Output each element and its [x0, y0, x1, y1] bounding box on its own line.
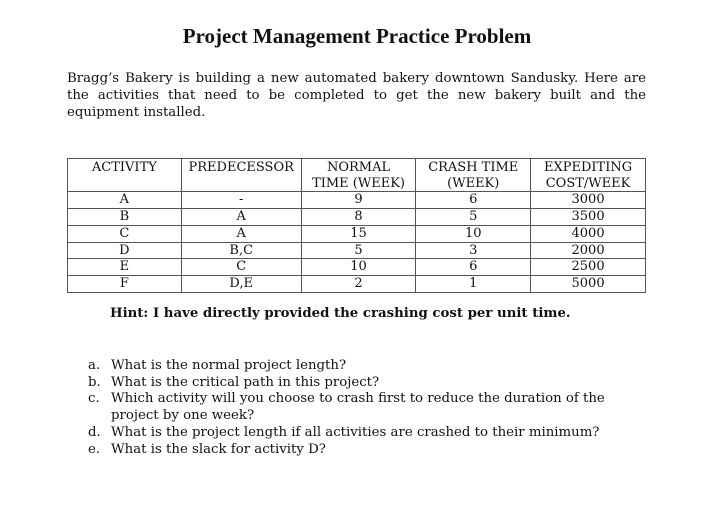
cell-predecessor: D,E: [181, 275, 301, 292]
cell-crash-time: 6: [416, 192, 531, 209]
table-row: [68, 275, 646, 292]
cell-normal-time: 8: [301, 209, 416, 226]
table-row: [68, 209, 646, 226]
cell-crash-time: 3: [416, 242, 531, 259]
cell-crash-time: 1: [416, 275, 531, 292]
cell-normal-time: 2: [301, 275, 416, 292]
cell-activity: E: [68, 259, 182, 276]
question-text: What is the normal project length?: [111, 358, 347, 373]
cell-expediting-cost: 5000: [531, 275, 646, 292]
page-title: Project Management Practice Problem: [182, 24, 532, 48]
list-item: [88, 442, 633, 459]
question-letter: e.: [88, 441, 101, 457]
cell-normal-time: 10: [301, 259, 416, 276]
list-item: [88, 391, 633, 424]
header-crash-time: CRASH TIME (WEEK): [416, 159, 531, 192]
cell-normal-time: 15: [301, 225, 416, 242]
cell-crash-time: 6: [416, 259, 531, 276]
cell-activity: D: [68, 242, 182, 259]
cell-predecessor: C: [181, 259, 301, 276]
cell-expediting-cost: 3500: [531, 209, 646, 226]
activity-table: [67, 158, 646, 293]
cell-activity: A: [68, 192, 182, 209]
cell-predecessor: -: [181, 192, 301, 209]
cell-crash-time: 10: [416, 225, 531, 242]
question-text: Which activity will you choose to crash first to reduce the duration of the project by one week?: [111, 391, 605, 424]
cell-activity: C: [68, 225, 182, 242]
cell-crash-time: 5: [416, 209, 531, 226]
question-list: [88, 358, 633, 458]
question-letter: a.: [88, 358, 101, 373]
header-expediting-cost: EXPEDITING COST/WEEK: [531, 159, 646, 192]
question-letter: c.: [88, 391, 100, 407]
cell-expediting-cost: 2500: [531, 259, 646, 276]
list-item: [88, 375, 633, 392]
table-row: [68, 225, 646, 242]
header-activity: ACTIVITY: [68, 159, 182, 192]
question-letter: d.: [88, 424, 101, 440]
cell-expediting-cost: 4000: [531, 225, 646, 242]
hint-text: Hint: I have directly provided the crashing cost per unit time.: [110, 306, 571, 321]
cell-predecessor: A: [181, 209, 301, 226]
question-letter: b.: [88, 374, 101, 390]
list-item: [88, 358, 633, 375]
table-row: [68, 259, 646, 276]
table-header-row: [68, 159, 646, 192]
header-normal-time: NORMAL TIME (WEEK): [301, 159, 416, 192]
list-item: [88, 425, 633, 442]
question-text: What is the critical path in this project?: [111, 374, 380, 390]
cell-normal-time: 5: [301, 242, 416, 259]
intro-paragraph: Bragg’s Bakery is building a new automated bakery downtown Sandusky. Here are the activities that need to be completed to get the new bakery built and the equipment installed.: [67, 71, 646, 120]
cell-expediting-cost: 3000: [531, 192, 646, 209]
cell-predecessor: A: [181, 225, 301, 242]
cell-activity: B: [68, 209, 182, 226]
header-predecessor: PREDECESSOR: [181, 159, 301, 192]
cell-normal-time: 9: [301, 192, 416, 209]
cell-expediting-cost: 2000: [531, 242, 646, 259]
table-row: [68, 192, 646, 209]
question-text: What is the slack for activity D?: [111, 441, 326, 457]
table-row: [68, 242, 646, 259]
cell-predecessor: B,C: [181, 242, 301, 259]
question-text: What is the project length if all activities are crashed to their minimum?: [111, 424, 600, 440]
cell-activity: F: [68, 275, 182, 292]
